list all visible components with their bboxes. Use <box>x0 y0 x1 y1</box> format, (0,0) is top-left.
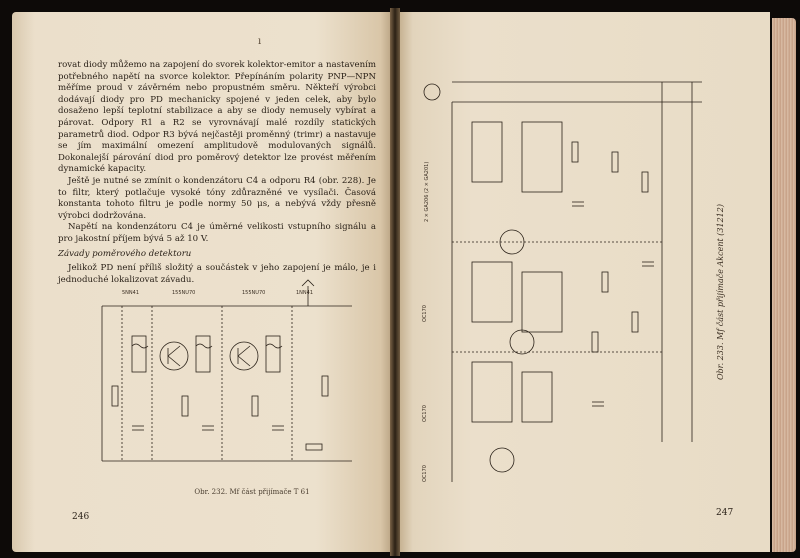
paragraph: Napětí na kondenzátoru C4 je úměrné velikosti vstupního signálu a pro jakostní příjem bývá 5 až 10 V. <box>58 222 376 244</box>
side-label: OC170 <box>422 305 428 322</box>
figure-caption-right: Obr. 233. Mf část přijímače Akcent (31212) <box>716 204 725 380</box>
book-gutter <box>390 8 400 556</box>
figure-label: 155NU70 <box>172 290 196 296</box>
schematic-right-svg <box>412 62 712 492</box>
page-number-right: 247 <box>716 508 734 518</box>
side-label: OC170 <box>422 465 428 482</box>
paragraph: Ještě je nutné se zmínit o kondenzátoru C4 a odporu R4 (obr. 228). Je to filtr, který potlačuje vysoké tóny zdůrazněné ve vysílači. Časová konstanta tohoto filtru je podle normy 50 μs, a nebývá vždy přesně výrobci dodržována. <box>58 175 376 221</box>
figure-caption-left: Obr. 232. Mf část přijímače T 61 <box>194 488 310 496</box>
paragraph: rovat diody můžemo na zapojení do svorek kolektor-emitor a nastavením potřebného napětí na svorce kolektor. Přepínáním polarity PNP—NPN měříme proud v závěrném nebo propustném směru. Někteří výrobci dodávají diody pro PD mechanicky spojené v jeden celek, aby bylo dosaženo lepší teplotní stabilizace a aby se diody nemusely vybírat a párovat. Odpory R1 a R2 se vyrovnávají malé rozdíly statických parametrů diod. Odpor R3 bývá nejčastěji proměnný (trimr) a nastavuje se jím maximální omezení amplitudově modulovaných signálů. Dokonalejší párování diod pro poměrový detektor lze provést měřením dynamické kapacity. <box>58 60 376 175</box>
section-heading: Závady poměrového detektoru <box>58 248 192 259</box>
schematic-left-svg <box>92 276 364 476</box>
side-label: OC170 <box>422 405 428 422</box>
left-body-text <box>58 60 376 286</box>
figure-label: 1NN41 <box>296 290 314 296</box>
side-label: 2 × GA206 (2 × GA201) <box>424 161 430 222</box>
figure-label: 5NN41 <box>122 290 140 296</box>
page-number-left: 246 <box>72 512 90 522</box>
schematic-figure-right <box>412 62 712 492</box>
figure-caption-right-container <box>716 180 728 380</box>
schematic-figure-left <box>92 276 364 476</box>
page-mark: ı <box>258 36 262 47</box>
figure-label: 155NU70 <box>242 290 266 296</box>
paragraph: Jelikož PD není příliš složitý a součástek v jeho zapojení je málo, je i jednoduché lokalizovat závadu. <box>58 263 376 285</box>
page-edges <box>772 18 796 552</box>
